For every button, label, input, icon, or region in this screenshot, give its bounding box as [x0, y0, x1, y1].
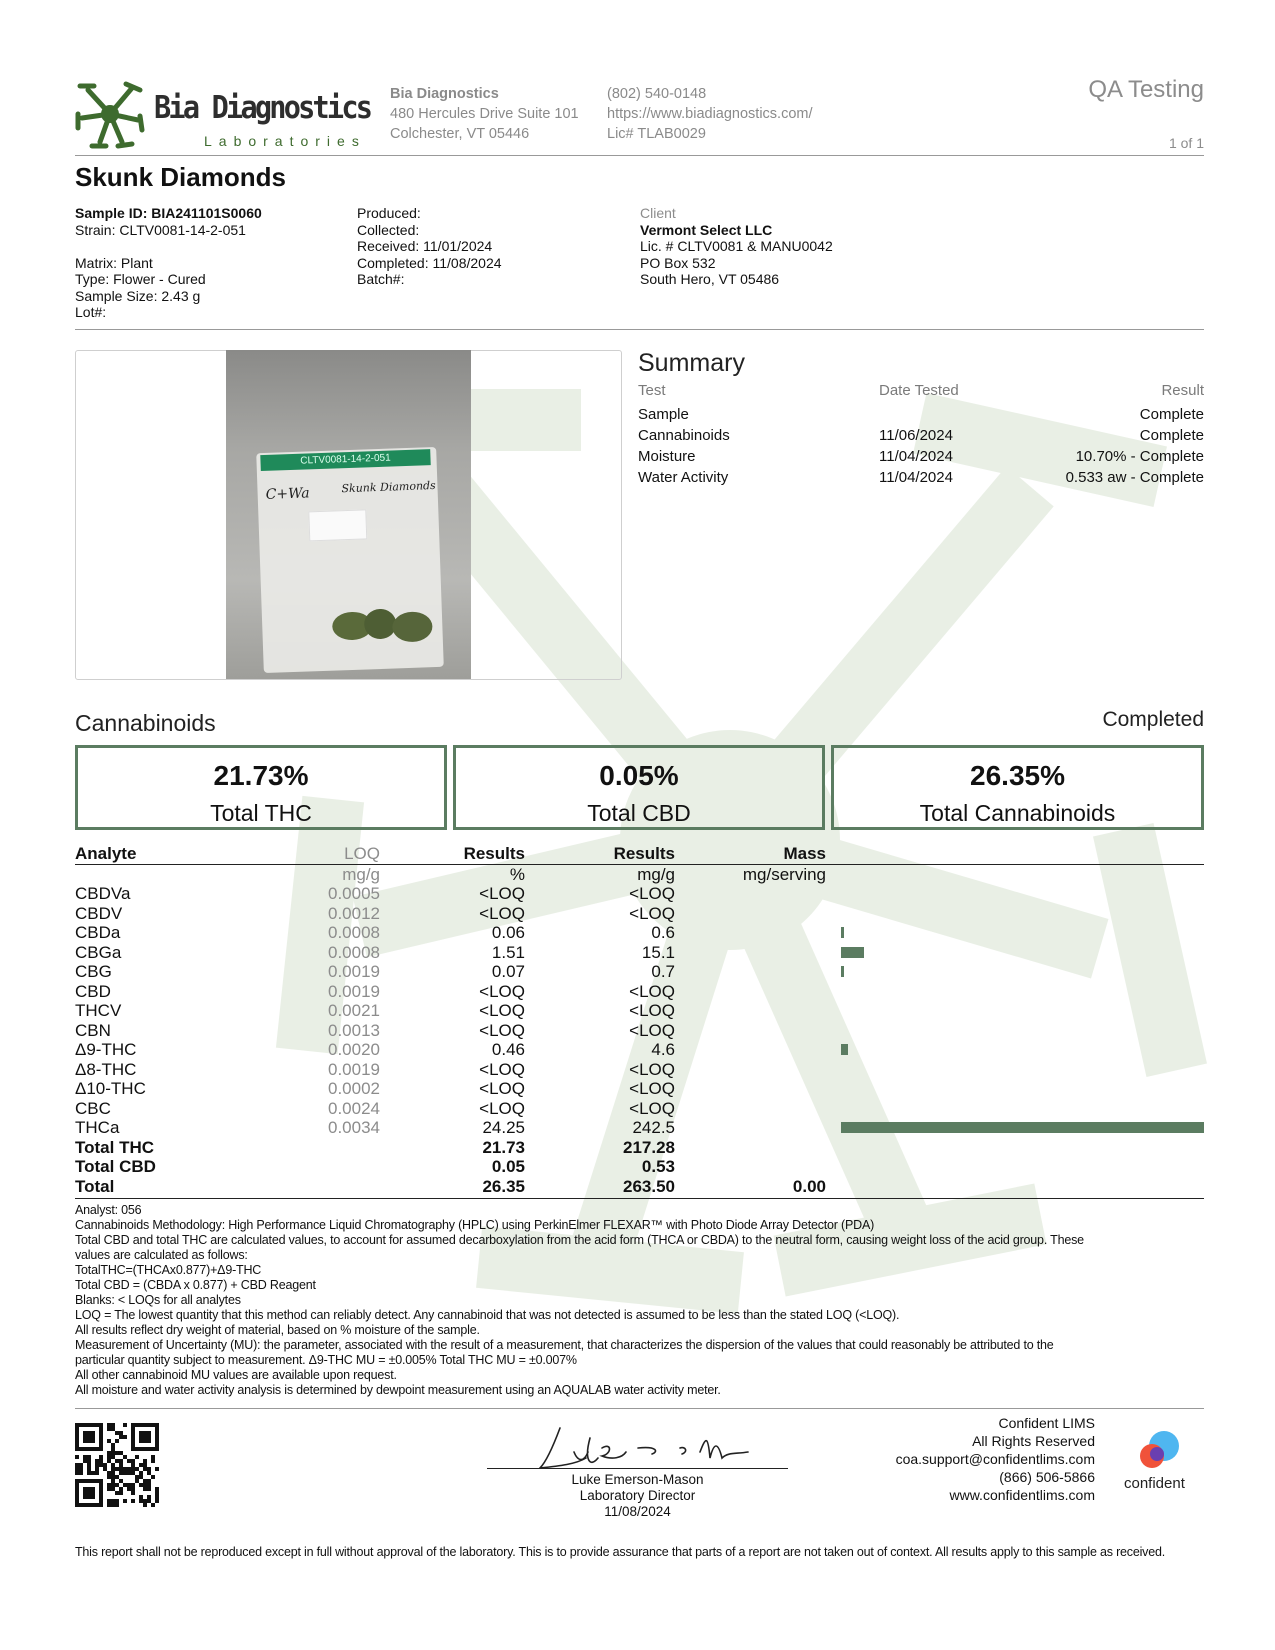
lims-email[interactable]: coa.support@confidentlims.com	[895, 1451, 1095, 1467]
client-city: South Hero, VT 05486	[640, 271, 780, 287]
lims-phone: (866) 506-5866	[999, 1469, 1095, 1485]
summary-test: Moisture	[638, 448, 696, 465]
analyte-name: THCV	[75, 1001, 122, 1020]
analyte-loq: 0.0002	[328, 1079, 380, 1098]
analyte-mg: <LOQ	[629, 981, 675, 1001]
total-name: Total THC	[75, 1137, 155, 1157]
summary-result: 10.70% - Complete	[1075, 448, 1204, 465]
client-po-box: PO Box 532	[640, 254, 716, 271]
analyte-mg: <LOQ	[629, 1020, 675, 1040]
analyte-mg: 4.6	[651, 1040, 675, 1059]
signer-role: Laboratory Director	[579, 1488, 696, 1503]
note-line: All other cannabinoid MU values are available upon request.	[75, 1368, 397, 1382]
lab-address-line2: Colchester, VT 05446	[390, 126, 530, 142]
analyte-pct: <LOQ	[479, 903, 525, 923]
signature-image	[530, 1418, 760, 1473]
analyte-pct: 1.51	[491, 942, 525, 962]
note-line: Cannabinoids Methodology: High Performance Liquid Chromatography (HPLC) using PerkinElmer FLEXAR™ with Photo Diode Array Detector (PDA)	[75, 1218, 875, 1232]
total-pct: 21.73	[482, 1137, 525, 1157]
signer-name: Luke Emerson-Mason	[571, 1472, 704, 1487]
summary-row	[638, 404, 1204, 425]
analyte-bar	[841, 1044, 848, 1055]
analyte-pct: 24.25	[482, 1118, 525, 1137]
client-license: Lic. # CLTV0081 & MANU0042	[640, 238, 833, 254]
summary-col-test: Test	[638, 382, 666, 399]
table-row	[75, 1079, 1204, 1099]
analyte-pct: <LOQ	[479, 1098, 525, 1118]
analyte-pct: <LOQ	[479, 1020, 525, 1040]
analyte-loq: 0.0012	[328, 903, 380, 923]
lims-rights: All Rights Reserved	[972, 1433, 1095, 1449]
col-analyte: Analyte	[75, 844, 137, 863]
lab-phone: (802) 540-0148	[607, 86, 707, 102]
analyte-pct: <LOQ	[479, 1079, 525, 1098]
analyte-bar	[841, 927, 844, 938]
table-row	[75, 1118, 1204, 1138]
analyte-pct: <LOQ	[479, 981, 525, 1001]
lab-name: Bia Diagnostics	[390, 86, 499, 102]
report-title: QA Testing	[1088, 76, 1204, 103]
summary-row	[638, 467, 1204, 488]
sample-photo	[226, 350, 471, 679]
analyte-mg: 242.5	[632, 1118, 675, 1137]
methodology-notes	[75, 1203, 1205, 1398]
analyte-name: Δ10-THC	[75, 1079, 146, 1098]
table-row	[75, 1001, 1204, 1021]
bag-seal-strip	[260, 449, 430, 471]
summary-result: Complete	[1139, 406, 1204, 423]
analyte-bar	[841, 966, 844, 977]
table-header-row	[75, 844, 1204, 864]
analyte-loq: 0.0008	[328, 923, 380, 942]
analyte-loq: 0.0008	[328, 942, 380, 962]
col-results-mg: Results	[613, 844, 675, 863]
total-name: Total	[75, 1176, 115, 1196]
analyte-mg: <LOQ	[629, 884, 675, 903]
unit-loq: mg/g	[342, 865, 380, 884]
bag-label: CLTV0081-14-2-051	[300, 452, 391, 467]
page-number: 1 of 1	[1168, 135, 1204, 151]
client-label: Client	[640, 205, 676, 221]
analyte-pct: <LOQ	[479, 884, 525, 903]
summary-test: Cannabinoids	[638, 427, 730, 444]
total-thc-box	[75, 745, 447, 830]
analyte-bar	[841, 947, 864, 958]
bag-sticker	[308, 509, 367, 541]
summary-row	[638, 425, 1204, 446]
sample-size: Sample Size: 2.43 g	[75, 287, 201, 304]
table-row	[75, 1099, 1204, 1119]
col-mass: Mass	[783, 844, 826, 863]
cannabinoids-status: Completed	[1102, 708, 1204, 731]
total-cannabinoids-label: Total Cannabinoids	[919, 800, 1116, 826]
produced-date: Produced:	[357, 205, 421, 221]
bia-logo-icon	[74, 78, 146, 150]
analyte-loq: 0.0019	[328, 981, 380, 1001]
summary-result: 0.533 aw - Complete	[1065, 469, 1204, 486]
analyte-loq: 0.0024	[328, 1098, 380, 1118]
table-bottom-divider	[75, 1198, 1204, 1199]
total-cbd-value: 0.05%	[599, 760, 679, 791]
lims-name: Confident LIMS	[998, 1415, 1095, 1431]
summary-test: Sample	[638, 406, 689, 423]
note-line: Total CBD = (CBDA x 0.877) + CBD Reagent	[75, 1278, 316, 1292]
note-line: Total CBD and total THC are calculated values, to account for assumed decarboxylation from the acid form (THCA or CBDA) to the neutral form, causing weight loss of the acid group. These	[75, 1233, 1084, 1247]
note-line: Analyst: 056	[75, 1203, 142, 1217]
signature-date: 11/08/2024	[604, 1504, 671, 1519]
total-cbd-box	[453, 745, 825, 830]
flower-bud	[392, 611, 433, 642]
analyte-loq: 0.0021	[328, 1001, 380, 1020]
qr-code[interactable]	[75, 1423, 159, 1507]
unit-mass: mg/serving	[742, 865, 826, 884]
summary-row	[638, 446, 1204, 467]
total-pct: 0.05	[491, 1157, 525, 1176]
lab-website[interactable]: https://www.biadiagnostics.com/	[607, 106, 813, 122]
summary-date: 11/06/2024	[879, 427, 953, 444]
analyte-loq: 0.0020	[328, 1040, 380, 1059]
cannabinoids-title: Cannabinoids	[75, 710, 216, 736]
client-name: Vermont Select LLC	[640, 221, 773, 238]
notes-divider	[75, 1408, 1204, 1409]
table-row	[75, 923, 1204, 943]
analyte-name: CBGa	[75, 942, 122, 962]
received-date: Received: 11/01/2024	[357, 238, 493, 254]
analyte-mg: <LOQ	[629, 903, 675, 923]
total-mg: 217.28	[623, 1137, 675, 1157]
note-line: TotalTHC=(THCAx0.877)+Δ9-THC	[75, 1263, 262, 1277]
confident-logo-icon	[1138, 1430, 1180, 1470]
note-line: All moisture and water activity analysis is determined by dewpoint measurement using an AQUALAB water activity meter.	[75, 1383, 721, 1397]
table-units-row	[75, 865, 1204, 885]
analyte-mg: <LOQ	[629, 1098, 675, 1118]
analyte-pct: 0.07	[491, 962, 525, 981]
table-row	[75, 943, 1204, 963]
analyte-loq: 0.0019	[328, 962, 380, 981]
total-mass: 0.00	[792, 1176, 826, 1196]
sample-strain: Strain: CLTV0081-14-2-051	[75, 221, 246, 238]
logo-subtitle: Laboratories	[204, 133, 366, 149]
sample-bag	[256, 447, 444, 673]
signature-line	[487, 1468, 788, 1469]
analyte-loq: 0.0019	[328, 1059, 380, 1079]
analyte-mg: <LOQ	[629, 1001, 675, 1020]
analyte-name: Δ8-THC	[75, 1059, 137, 1079]
analyte-name: CBDVa	[75, 884, 131, 903]
analyte-bar	[841, 1122, 1204, 1133]
analyte-mg: 0.7	[651, 962, 675, 981]
confident-logo-text: confident	[1124, 1475, 1185, 1492]
table-row	[75, 982, 1204, 1002]
table-row	[75, 962, 1204, 982]
table-row	[75, 1021, 1204, 1041]
total-row	[75, 1177, 1204, 1197]
sample-type: Type: Flower - Cured	[75, 271, 206, 287]
total-cannabinoids-value: 26.35%	[970, 760, 1065, 791]
summary-result: Complete	[1139, 427, 1204, 444]
analyte-loq: 0.0013	[328, 1020, 380, 1040]
summary-date: 11/04/2024	[879, 448, 953, 465]
info-divider	[75, 329, 1204, 330]
analyte-pct: <LOQ	[479, 1001, 525, 1020]
analyte-loq: 0.0005	[328, 884, 380, 903]
analyte-name: CBDV	[75, 903, 123, 923]
handwritten-right: Skunk Diamonds	[341, 478, 436, 496]
summary-col-date: Date Tested	[879, 382, 959, 399]
lab-address-line1: 480 Hercules Drive Suite 101	[390, 106, 579, 122]
unit-mg: mg/g	[637, 865, 675, 884]
logo-name: Bia Diagnostics	[154, 90, 371, 126]
analyte-name: CBDa	[75, 923, 121, 942]
handwritten-left: C+Wa	[265, 485, 310, 503]
total-row	[75, 1157, 1204, 1177]
collected-date: Collected:	[357, 221, 420, 238]
analyte-name: Δ9-THC	[75, 1040, 137, 1059]
total-mg: 263.50	[623, 1176, 675, 1196]
note-line: Blanks: < LOQs for all analytes	[75, 1293, 241, 1307]
total-name: Total CBD	[75, 1157, 156, 1176]
note-line: LOQ = The lowest quantity that this method can reliably detect. Any cannabinoid that was not detected is assumed to be less than the stated LOQ (<LOQ).	[75, 1308, 900, 1322]
analyte-name: THCa	[75, 1118, 120, 1137]
sample-lot: Lot#:	[75, 304, 107, 320]
completed-date: Completed: 11/08/2024	[357, 254, 502, 271]
disclaimer: This report shall not be reproduced except in full without approval of the laboratory. This is to provide assurance that parts of a report are not taken out of context. All results apply to this sample as received.	[75, 1545, 1165, 1559]
summary-rows	[638, 404, 1204, 488]
col-results-pct: Results	[463, 844, 525, 863]
total-cbd-label: Total CBD	[587, 800, 691, 826]
total-thc-value: 21.73%	[213, 760, 309, 791]
analyte-pct: 0.46	[491, 1040, 525, 1059]
note-line: values are calculated as follows:	[75, 1248, 248, 1262]
analyte-pct: 0.06	[491, 923, 525, 942]
batch-number: Batch#:	[357, 271, 405, 287]
note-line: All results reflect dry weight of material, based on % moisture of the sample.	[75, 1323, 480, 1337]
product-name: Skunk Diamonds	[75, 162, 286, 192]
sample-matrix: Matrix: Plant	[75, 254, 153, 271]
total-thc-label: Total THC	[210, 800, 312, 826]
note-line: Measurement of Uncertainty (MU): the parameter, associated with the result of a measurement, that characterizes the dispersion of the values that could reasonably be attributed to the	[75, 1338, 1054, 1352]
summary-test: Water Activity	[638, 469, 729, 486]
summary-title: Summary	[638, 349, 745, 377]
table-row	[75, 1040, 1204, 1060]
analyte-loq: 0.0034	[328, 1118, 380, 1137]
analyte-pct: <LOQ	[479, 1059, 525, 1079]
unit-pct: %	[509, 865, 525, 884]
table-row	[75, 1060, 1204, 1080]
summary-date: 11/04/2024	[879, 469, 953, 486]
lab-license: Lic# TLAB0029	[607, 126, 706, 142]
sample-id: Sample ID: BIA241101S0060	[75, 205, 262, 221]
analyte-mg: 15.1	[641, 942, 675, 962]
analyte-mg: 0.6	[651, 923, 675, 942]
analyte-name: CBC	[75, 1098, 111, 1118]
analyte-name: CBD	[75, 981, 111, 1001]
analyte-mg: <LOQ	[629, 1079, 675, 1098]
note-line: particular quantity subject to measurement. Δ9-THC MU = ±0.005% Total THC MU = ±0.007%	[75, 1353, 577, 1367]
total-cannabinoids-box	[831, 745, 1204, 830]
lims-website[interactable]: www.confidentlims.com	[949, 1487, 1095, 1503]
col-loq: LOQ	[344, 844, 380, 863]
analyte-mg: <LOQ	[629, 1059, 675, 1079]
table-row	[75, 884, 1204, 904]
total-mg: 0.53	[641, 1157, 675, 1176]
summary-col-result: Result	[1161, 382, 1204, 399]
total-pct: 26.35	[482, 1176, 525, 1196]
total-row	[75, 1138, 1204, 1158]
table-row	[75, 904, 1204, 924]
analyte-name: CBG	[75, 962, 112, 981]
header-divider	[75, 155, 1204, 156]
analyte-name: CBN	[75, 1020, 111, 1040]
